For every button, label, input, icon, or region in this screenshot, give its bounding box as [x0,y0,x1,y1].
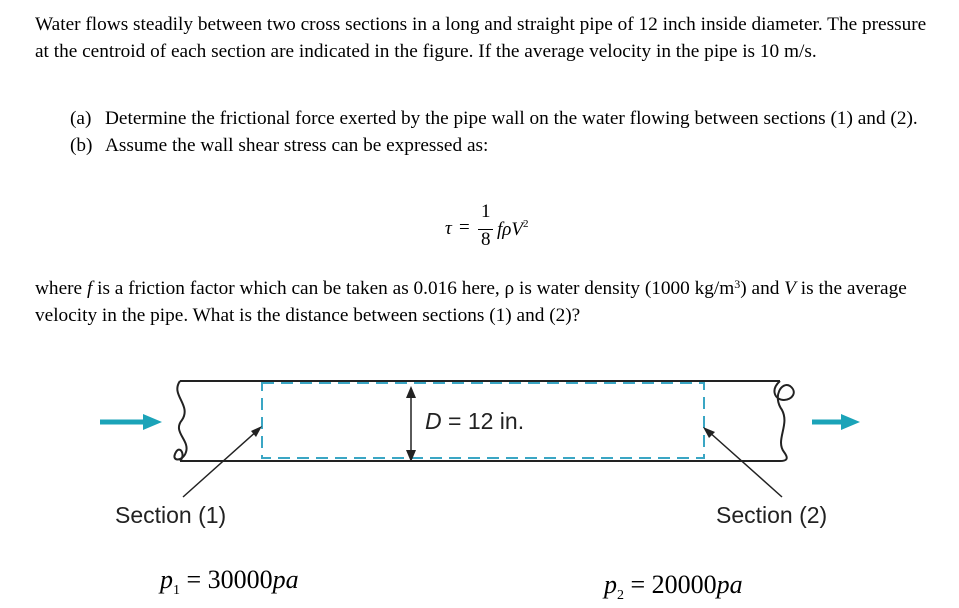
where-t2: ) and [740,278,785,299]
pipe-diagram [0,360,959,608]
diameter-label-symbol: D [425,408,442,434]
problem-parts [70,106,930,159]
part-b-text: Assume the wall shear stress can be expressed as: [105,134,489,156]
part-b [70,133,930,160]
p2-unit: pa [716,570,743,599]
where-t1: is a friction factor which can be taken as 0.016 here, ρ is water density (1000 kg/m [92,278,735,299]
part-a-label: (a) [70,108,92,129]
problem-intro: Water flows steadily between two cross sections in a long and straight pipe of 12 inch inside diameter. The pressure at the centroid of each section are indicated in the figure. If the average velocity in the pipe is 10 m/s. [35,14,927,62]
part-a [70,106,930,133]
formula-numerator: 1 [481,201,491,222]
p2-value: = 20000 [624,570,717,599]
p2-symbol [604,570,624,604]
p2-subscript: 2 [617,588,624,604]
where-w1: where [35,278,87,299]
part-b-label: (b) [70,134,93,156]
where-f: f [86,278,93,299]
section1-leader-line [183,430,258,497]
p1-letter: p [160,565,173,594]
formula-tau: τ [445,218,452,239]
p1-symbol [160,565,180,599]
where-V: V [784,278,796,299]
p1-subscript: 1 [173,583,180,599]
where-t3: is the average velocity in the pipe. What is the distance between sections (1) and (2)? [35,278,907,326]
section2-leader-line [708,431,782,497]
diameter-label-value: = 12 in. [441,408,525,434]
section1-label: Section (1) [115,502,227,528]
where-exp: 3 [734,277,741,291]
section2-label: Section (2) [716,502,828,528]
pressure-p1 [160,565,299,599]
part-a-text: Determine the frictional force exerted by the pipe wall on the water flowing between sections (1) and (2). [105,108,918,129]
formula-denominator: 8 [481,229,491,250]
outlet-flow-arrow-head [841,414,860,430]
pipe-left-break [174,381,186,461]
formula-exponent: 2 [523,218,529,230]
pressure-p2 [604,570,743,604]
inlet-flow-arrow-head [143,414,162,430]
formula-rhs [497,218,529,241]
pipe-right-break [774,381,793,461]
p1-unit: pa [272,565,299,594]
p1-value: = 30000 [180,565,273,594]
p2-letter: p [604,570,617,599]
problem-where [35,276,935,329]
diameter-arrow-top [406,386,416,398]
diameter-label [425,408,524,435]
formula-rhs-text: fρV [497,219,524,240]
formula-equals: = [459,217,470,238]
